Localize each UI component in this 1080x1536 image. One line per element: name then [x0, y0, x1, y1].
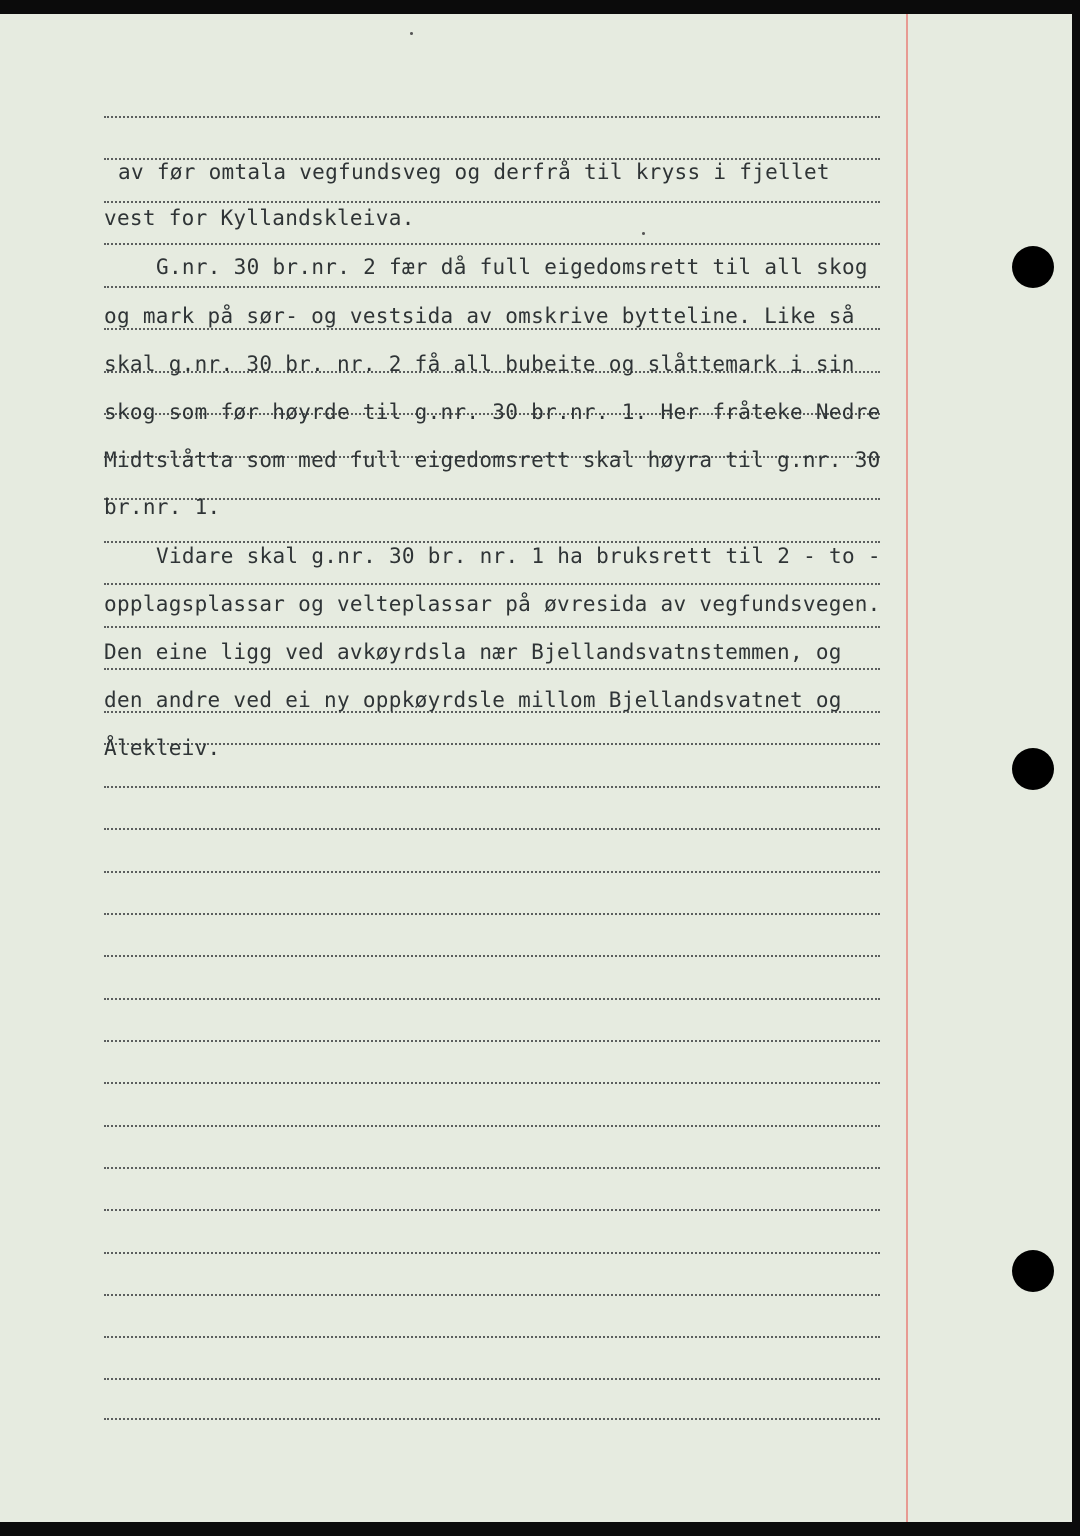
text-line-4: og mark på sør- og vestsida av omskrive bytteline. Like så [104, 304, 855, 328]
ruled-line [104, 626, 880, 628]
ruled-line [104, 1252, 880, 1254]
paper-speck [642, 232, 645, 235]
ruled-line [104, 1294, 880, 1296]
text-line-12: den andre ved ei ny oppkøyrdsle millom Bjellandsvatnet og [104, 688, 842, 712]
ruled-line [104, 1082, 880, 1084]
ruled-line [104, 786, 880, 788]
text-line-3: G.nr. 30 br.nr. 2 fær då full eigedomsrett til all skog [156, 255, 868, 279]
text-line-6: skog som før høyrde til g.nr. 30 br.nr. 1. Her fråteke Nedre [104, 400, 881, 424]
ruled-line [104, 913, 880, 915]
ruled-line [104, 116, 880, 118]
text-line-8: br.nr. 1. [104, 495, 221, 519]
ruled-line [104, 1418, 880, 1420]
ruled-line [104, 1209, 880, 1211]
ruled-line [104, 828, 880, 830]
punch-hole [1012, 748, 1054, 790]
text-line-11: Den eine ligg ved avkøyrdsla nær Bjellandsvatnstemmen, og [104, 640, 842, 664]
ruled-line [104, 1040, 880, 1042]
punch-hole [1012, 246, 1054, 288]
text-line-10: opplagsplassar og velteplassar på øvresida av vegfundsvegen. [104, 592, 881, 616]
ruled-line [104, 871, 880, 873]
red-margin-line [906, 14, 908, 1522]
document-page [0, 14, 1072, 1522]
text-line-7: Midtslåtta som med full eigedomsrett skal høyra til g.nr. 30 [104, 448, 881, 472]
text-line-13: Ålekleiv. [104, 736, 221, 760]
paper-speck [410, 32, 413, 35]
punch-hole [1012, 1250, 1054, 1292]
ruled-line [104, 1125, 880, 1127]
ruled-line [104, 243, 880, 245]
ruled-line [104, 1378, 880, 1380]
text-line-2: vest for Kyllandskleiva. [104, 206, 415, 230]
ruled-line [104, 1336, 880, 1338]
ruled-line [104, 998, 880, 1000]
ruled-line [104, 955, 880, 957]
ruled-line [104, 1167, 880, 1169]
text-line-1: av før omtala vegfundsveg og derfrå til kryss i fjellet [118, 160, 830, 184]
text-line-9: Vidare skal g.nr. 30 br. nr. 1 ha bruksrett til 2 - to - [156, 544, 881, 568]
text-line-5: skal g.nr. 30 br. nr. 2 få all bubeite og slåttemark i sin [104, 352, 855, 376]
